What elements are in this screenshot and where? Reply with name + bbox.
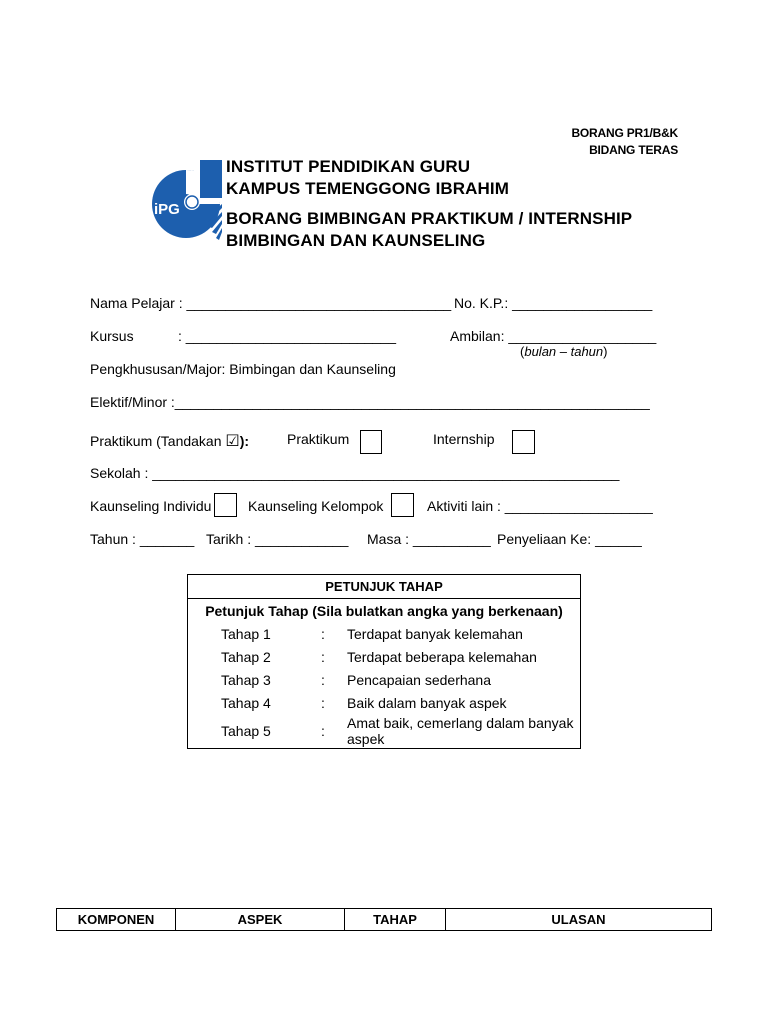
aktiviti-lain-field[interactable]: Aktiviti lain : ___________________ [427, 498, 653, 514]
tahap-level: Tahap 1 [188, 622, 322, 645]
nama-pelajar-field[interactable]: Nama Pelajar : __________________________________ [90, 295, 452, 311]
petunjuk-title: PETUNJUK TAHAP [188, 575, 581, 599]
ambilan-hint-text: bulan – tahun [524, 344, 604, 359]
form-code-line2: BIDANG TERAS [589, 143, 678, 157]
checkbox-checked-icon: ☑ [225, 431, 240, 450]
form-title-1: BORANG BIMBINGAN PRAKTIKUM / INTERNSHIP [226, 209, 633, 228]
header-aspek: ASPEK [176, 909, 345, 931]
masa-field[interactable]: Masa : __________ [367, 531, 491, 547]
tahun-field[interactable]: Tahun : _______ [90, 531, 195, 547]
tahap-level: Tahap 5 [188, 714, 322, 749]
tahap-level: Tahap 4 [188, 691, 322, 714]
tahap-description: Terdapat banyak kelemahan [347, 622, 581, 645]
option-praktikum-label: Praktikum [287, 431, 350, 447]
tahap-separator: : [321, 671, 325, 688]
petunjuk-tahap-table [187, 574, 581, 749]
ipg-logo-graphic [150, 160, 222, 246]
tahap-separator: : [321, 648, 325, 665]
ambilan-field[interactable]: Ambilan: ___________________ [450, 328, 657, 344]
tahap-description: Baik dalam banyak aspek [347, 691, 581, 714]
option-internship-label: Internship [433, 431, 495, 447]
ambilan-hint-close: ) [603, 344, 608, 359]
tahap-row [188, 691, 581, 714]
ipg-logo [150, 160, 222, 246]
tahap-description: Pencapaian sederhana [347, 668, 581, 691]
form-code-line1: BORANG PR1/B&K [571, 126, 678, 140]
elektif-minor-field[interactable]: Elektif/Minor :_____________________________________________________________ [90, 394, 650, 410]
tahap-separator: : [321, 694, 325, 711]
internship-checkbox[interactable] [512, 430, 535, 454]
tahap-row [188, 668, 581, 691]
header-komponen: KOMPONEN [57, 909, 176, 931]
penilaian-table-header [56, 908, 712, 931]
tahap-row [188, 622, 581, 645]
logo-text: iPG [154, 201, 180, 218]
praktikum-instruction [90, 431, 249, 450]
tahap-level: Tahap 3 [188, 668, 322, 691]
kursus-label: Kursus [90, 328, 134, 344]
penilaian-header-row [57, 909, 712, 931]
kaunseling-individu-checkbox[interactable] [214, 493, 237, 517]
header-tahap: TAHAP [345, 909, 446, 931]
tahap-description: Terdapat beberapa kelemahan [347, 645, 581, 668]
tarikh-field[interactable]: Tarikh : ____________ [206, 531, 349, 547]
tahap-row [188, 645, 581, 668]
campus-name: KAMPUS TEMENGGONG IBRAHIM [226, 179, 509, 198]
praktikum-prefix: Praktikum (Tandakan [90, 433, 226, 449]
kaunseling-individu-label: Kaunseling Individu [90, 498, 212, 514]
tahap-separator: : [321, 625, 325, 642]
kaunseling-kelompok-checkbox[interactable] [391, 493, 414, 517]
form-title-2: BIMBINGAN DAN KAUNSELING [226, 231, 486, 250]
ambilan-hint [520, 344, 607, 359]
tahap-separator: : [321, 714, 347, 749]
sekolah-field[interactable]: Sekolah : ____________________________________________________________ [90, 465, 620, 481]
tahap-level: Tahap 2 [188, 645, 322, 668]
praktikum-suffix: ): [239, 433, 250, 449]
praktikum-checkbox[interactable] [360, 430, 382, 454]
institute-name: INSTITUT PENDIDIKAN GURU [226, 157, 471, 176]
header-ulasan: ULASAN [446, 909, 712, 931]
no-kp-field[interactable]: No. K.P.: __________________ [454, 295, 653, 311]
kursus-field[interactable]: : ___________________________ [178, 328, 397, 344]
penyeliaan-field[interactable]: Penyeliaan Ke: ______ [497, 531, 642, 547]
petunjuk-subtitle-row [188, 599, 581, 623]
tahap-row [188, 714, 581, 749]
pengkhususan-field: Pengkhususan/Major: Bimbingan dan Kaunseling [90, 361, 396, 377]
petunjuk-title-row [188, 575, 581, 599]
tahap-description: Amat baik, cemerlang dalam banyak aspek [347, 714, 581, 749]
petunjuk-subtitle: Petunjuk Tahap (Sila bulatkan angka yang berkenaan) [188, 599, 581, 623]
ambilan-hint-open: ( [520, 344, 525, 359]
kaunseling-kelompok-label: Kaunseling Kelompok [248, 498, 384, 514]
